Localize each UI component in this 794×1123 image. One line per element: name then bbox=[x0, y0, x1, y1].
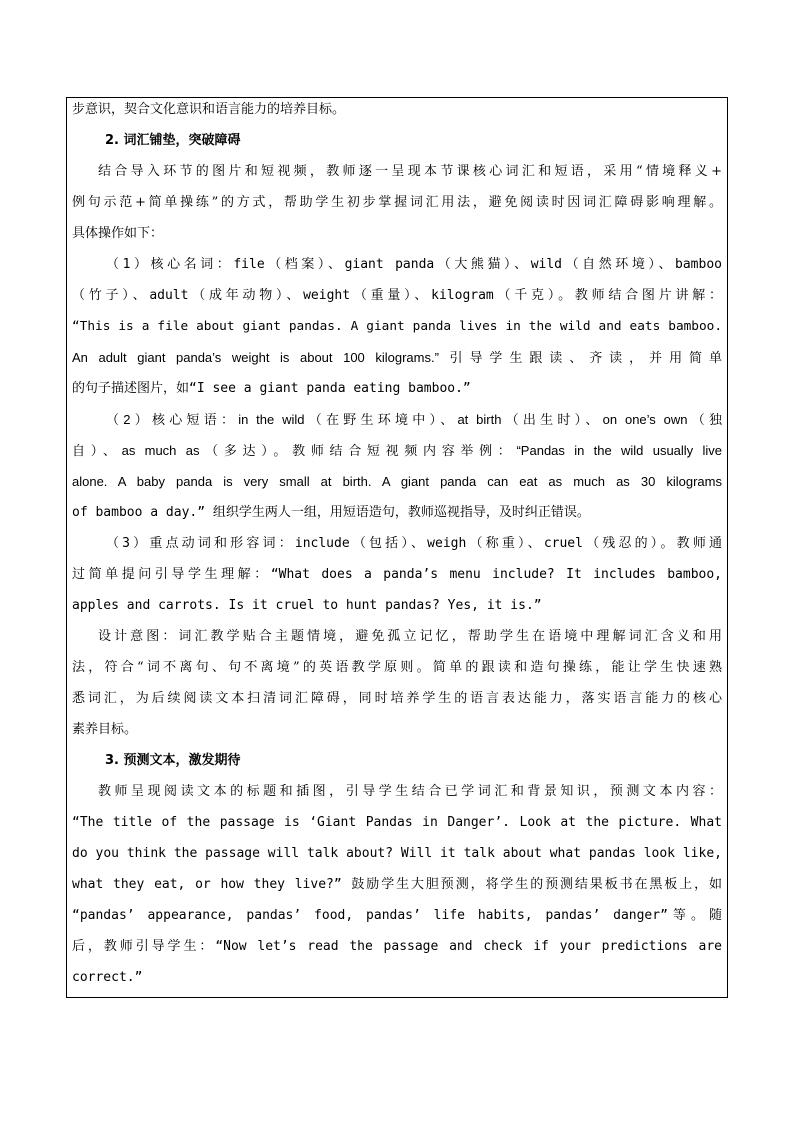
paragraph-line: 法，符合“词不离句、句不离境”的英语教学原则。简单的跟读和造句操练，能让学生快速熟 bbox=[72, 660, 722, 675]
paragraph-line: 步意识，契合文化意识和语言能力的培养目标。 bbox=[72, 102, 346, 117]
paragraph-line: what they eat, or how they live?” 鼓励学生大胆预测，将学生的预测结果板书在黑板上，如 bbox=[72, 877, 722, 892]
paragraph-line: of bamboo a day.” 组织学生两人一组，用短语造句，教师巡视指导，及时纠正错误。 bbox=[72, 505, 590, 520]
paragraph-line: （3）重点动词和形容词：include（包括）、weigh（称重）、cruel（残忍的）。教师通 bbox=[106, 536, 722, 551]
paragraph-line: 具体操作如下： bbox=[72, 226, 164, 241]
paragraph-line: “This is a file about giant pandas. A giant panda lives in the wild and eats bamboo. bbox=[72, 319, 722, 334]
paragraph-line: 例句示范+简单操练”的方式，帮助学生初步掌握词汇用法，避免阅读时因词汇障碍影响理解。 bbox=[72, 195, 722, 210]
paragraph-line: correct.” bbox=[72, 970, 143, 985]
paragraph-line: “The title of the passage is ‘Giant Pandas in Danger’. Look at the picture. What bbox=[72, 815, 722, 830]
paragraph-line: （1）核心名词：file（档案）、giant panda（大熊猫）、wild（自然环境）、bamboo bbox=[106, 257, 722, 272]
paragraph-line: An adult giant panda’s weight is about 100 kilograms.” 引导学生跟读、齐读，并用简单 bbox=[72, 350, 722, 365]
paragraph-line: do you think the passage will talk about? Will it talk about what pandas look like, bbox=[72, 846, 722, 861]
paragraph-line: 素养目标。 bbox=[72, 722, 138, 737]
paragraph-line: （2）核心短语：in the wild（在野生环境中）、at birth（出生时）、on one’s own（独 bbox=[106, 412, 722, 427]
lesson-plan-text bbox=[72, 94, 722, 993]
section-heading-vocabulary: 2. 词汇铺垫，突破障碍 bbox=[105, 133, 241, 148]
paragraph-line: “pandas’ appearance, pandas’ food, pandas’ life habits, pandas’ danger”等。随 bbox=[72, 908, 722, 923]
paragraph-line: alone. A baby panda is very small at birth. A giant panda can eat as much as 30 kilograms bbox=[72, 474, 722, 489]
paragraph-line: 悉词汇，为后续阅读文本扫清词汇障碍，同时培养学生的语言表达能力，落实语言能力的核心 bbox=[72, 691, 722, 706]
paragraph-line: 的句子描述图片，如“I see a giant panda eating bamboo.” bbox=[72, 381, 471, 396]
paragraph-line: 过简单提问引导学生理解：“What does a panda’s menu include? It includes bamboo, bbox=[72, 567, 722, 582]
paragraph-line: （竹子）、adult（成年动物）、weight（重量）、kilogram（千克）。教师结合图片讲解： bbox=[72, 288, 722, 303]
paragraph-line: apples and carrots. Is it cruel to hunt pandas? Yes, it is.” bbox=[72, 598, 542, 613]
paragraph-line: 后，教师引导学生：“Now let’s read the passage and check if your predictions are bbox=[72, 939, 722, 954]
paragraph-line: 结合导入环节的图片和短视频，教师逐一呈现本节课核心词汇和短语，采用“情境释义+ bbox=[98, 164, 722, 179]
paragraph-line: 教师呈现阅读文本的标题和插图，引导学生结合已学词汇和背景知识，预测文本内容： bbox=[98, 784, 722, 799]
paragraph-line: 自）、as much as（多达）。教师结合短视频内容举例：“Pandas in the wild usually live bbox=[72, 443, 722, 458]
paragraph-line: 设计意图：词汇教学贴合主题情境，避免孤立记忆，帮助学生在语境中理解词汇含义和用 bbox=[98, 629, 722, 644]
section-heading-prediction: 3. 预测文本，激发期待 bbox=[105, 753, 241, 768]
